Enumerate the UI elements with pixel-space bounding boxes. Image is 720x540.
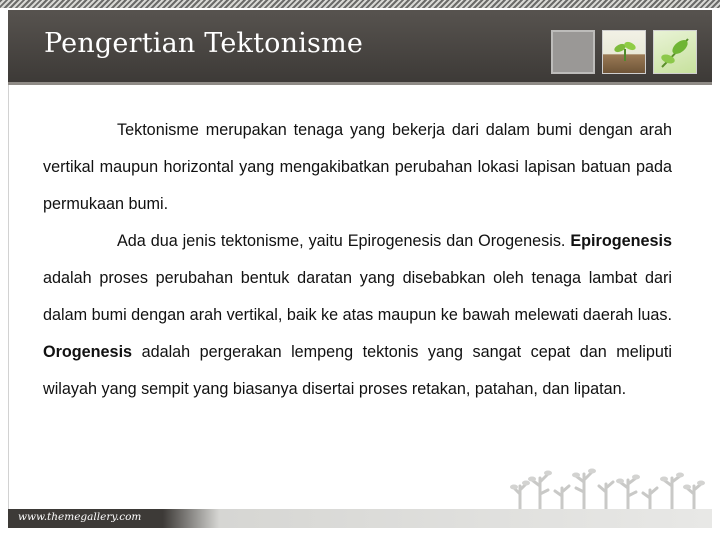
paragraph-definition xyxy=(43,112,672,223)
definition-epirogenesis: adalah proses perubahan bentuk daratan yang disebabkan oleh tenaga lambat dari dalam bumi dengan arah vertikal, baik ke atas maupun ke bawah melewati daerah luas. xyxy=(43,269,672,324)
slide-body xyxy=(43,112,672,408)
slide-footer xyxy=(8,509,712,528)
term-orogenesis: Orogenesis xyxy=(43,343,133,361)
definition-orogenesis: adalah pergerakan lempeng tektonis yang sangat cepat dan meliputi wilayah yang sempit yang biasanya disertai proses retakan, patahan, dan lipatan. xyxy=(43,343,672,398)
paragraph-types xyxy=(43,223,672,408)
paragraph-1-text: Tektonisme merupakan tenaga yang bekerja dari dalam bumi dengan arah vertikal maupun horizontal yang mengakibatkan perubahan lokasi lapisan batuan pada permukaan bumi. xyxy=(43,121,672,213)
gray-photo-thumbnail-icon xyxy=(551,30,595,74)
term-epirogenesis: Epirogenesis xyxy=(570,232,673,250)
header-thumbnails xyxy=(551,30,697,74)
slide-title: Pengertian Tektonisme xyxy=(44,28,364,59)
seedling-soil-thumbnail-icon xyxy=(602,30,646,74)
slide-header xyxy=(8,10,712,85)
footer-website: www.themegallery.com xyxy=(18,511,142,523)
types-intro: Ada dua jenis tektonisme, yaitu Epirogenesis dan Orogenesis. xyxy=(117,232,566,250)
left-border-line xyxy=(8,85,9,525)
green-leaf-thumbnail-icon xyxy=(653,30,697,74)
decorative-top-strip xyxy=(0,0,720,8)
